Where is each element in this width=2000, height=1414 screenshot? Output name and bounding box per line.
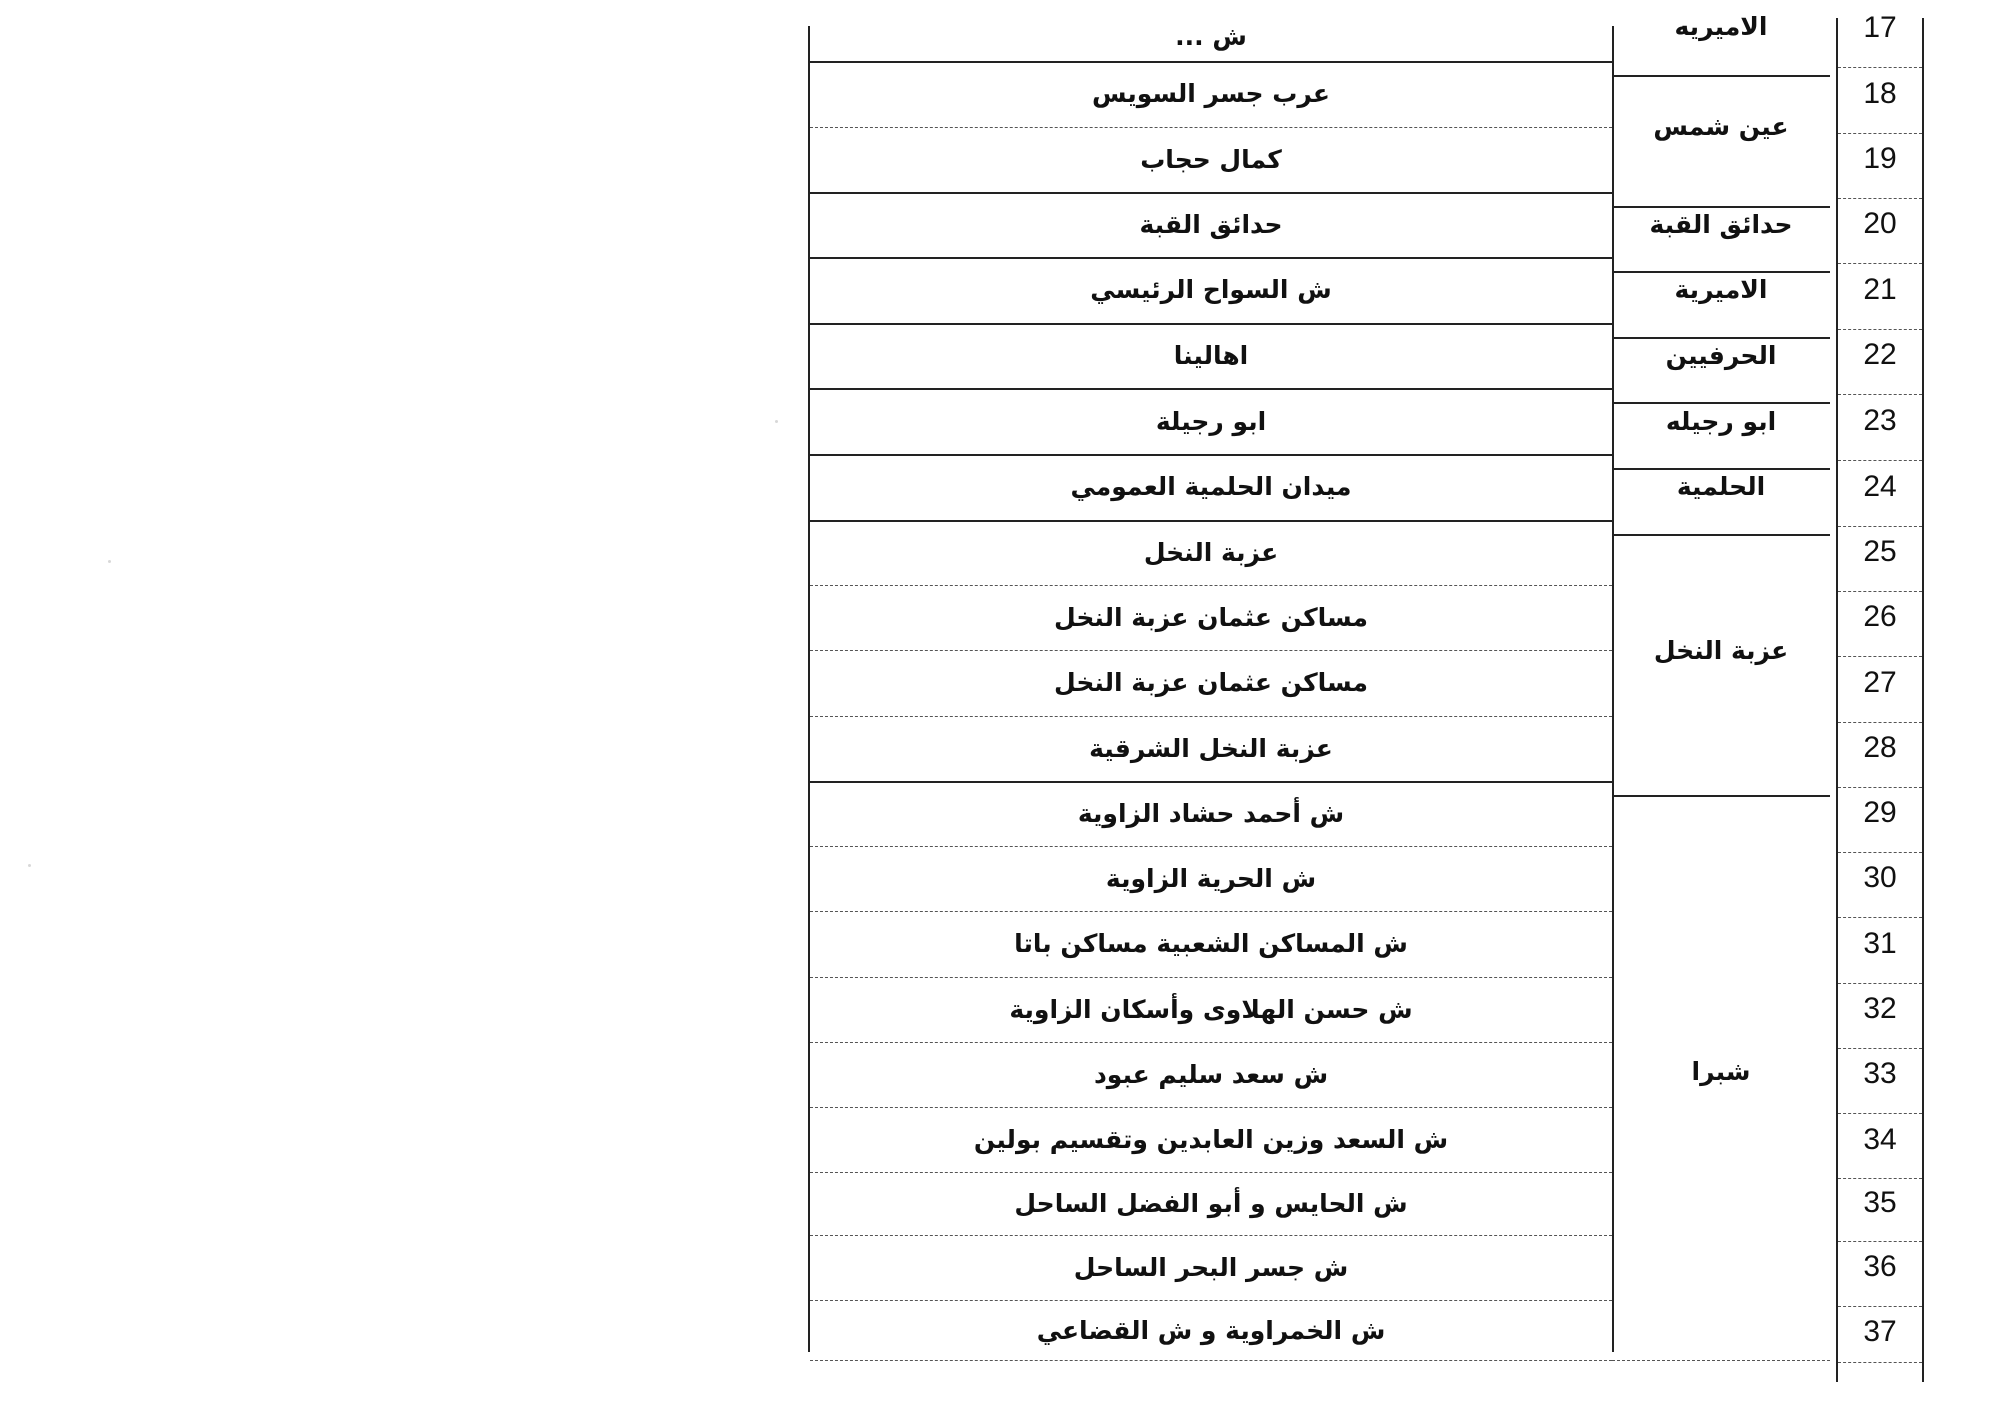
number-divider	[1838, 263, 1922, 264]
number-divider	[1838, 656, 1922, 657]
district-cell: عزبة النخل	[1653, 635, 1789, 665]
number-divider	[1838, 460, 1922, 461]
number-divider	[1838, 67, 1922, 68]
row-number: 28	[1863, 731, 1897, 764]
location-cell: عزبة النخل الشرقية	[1089, 733, 1333, 763]
row-number: 34	[1863, 1123, 1897, 1156]
location-cell: ش الحرية الزاوية	[1105, 863, 1317, 893]
location-cell: ش الحايس و أبو الفضل الساحل	[1014, 1188, 1408, 1218]
location-cell: ش أحمد حشاد الزاوية	[1077, 798, 1345, 828]
location-cell: ش السواح الرئيسي	[1090, 275, 1332, 305]
number-divider	[1838, 917, 1922, 918]
number-divider	[1838, 722, 1922, 723]
row-number: 21	[1863, 273, 1897, 306]
location-cell: كمال حجاب	[1140, 144, 1282, 174]
district-cell: الاميريه	[1674, 11, 1768, 41]
location-cell: حدائق القبة	[1139, 209, 1283, 239]
number-divider	[1838, 198, 1922, 199]
group-divider	[1612, 75, 1830, 77]
district-cell: عين شمس	[1653, 111, 1789, 141]
row-number: 30	[1863, 861, 1897, 894]
group-divider	[1612, 795, 1830, 797]
row-number: 20	[1863, 207, 1897, 240]
row-number: 18	[1863, 77, 1897, 110]
district-cell: ابو رجيله	[1665, 406, 1777, 436]
location-cell: عزبة النخل	[1143, 537, 1279, 567]
number-divider	[1838, 1241, 1922, 1242]
location-cell: مساكن عثمان عزبة النخل	[1054, 668, 1368, 698]
district-column	[1612, 11, 1830, 1354]
location-column	[808, 22, 1614, 1352]
number-divider	[1838, 394, 1922, 395]
number-divider	[1838, 133, 1922, 134]
location-cell: ش الخمراوية و ش القضاعي	[1036, 1316, 1386, 1346]
row-number: 25	[1863, 535, 1897, 568]
number-divider	[1838, 983, 1922, 984]
number-divider	[1838, 329, 1922, 330]
row-number: 27	[1863, 666, 1897, 699]
location-cell: اهالينا	[1173, 340, 1249, 370]
location-cell: مساكن عثمان عزبة النخل	[1054, 602, 1368, 632]
row-number: 23	[1863, 404, 1897, 437]
location-cell: ش ...	[1175, 22, 1247, 51]
row-number: 31	[1863, 927, 1897, 960]
row-number: 37	[1863, 1315, 1897, 1348]
row-number: 33	[1863, 1057, 1897, 1090]
row-number: 24	[1863, 470, 1897, 503]
row-number: 26	[1863, 600, 1897, 633]
location-cell: ميدان الحلمية العمومي	[1070, 472, 1352, 502]
number-divider	[1838, 1113, 1922, 1114]
number-divider	[1838, 1178, 1922, 1179]
district-cell: شبرا	[1691, 1056, 1751, 1086]
number-divider	[1838, 852, 1922, 853]
district-cell: الحلمية	[1676, 472, 1766, 502]
number-divider	[1838, 526, 1922, 527]
number-divider	[1838, 1306, 1922, 1307]
row-number: 29	[1863, 796, 1897, 829]
number-divider	[1838, 787, 1922, 788]
location-cell: ش سعد سليم عبود	[1093, 1059, 1329, 1089]
scan-speck	[775, 420, 778, 423]
district-cell: الحرفيين	[1665, 340, 1777, 370]
row-divider	[810, 1360, 1612, 1361]
district-cell: الاميرية	[1674, 275, 1768, 305]
location-cell: ش حسن الهلاوى وأسكان الزاوية	[1009, 994, 1413, 1024]
row-number: 19	[1863, 142, 1897, 175]
location-cell: عرب جسر السويس	[1092, 79, 1330, 109]
number-divider	[1838, 1362, 1922, 1363]
row-number: 32	[1863, 992, 1897, 1025]
row-number: 17	[1863, 11, 1897, 44]
number-divider	[1838, 591, 1922, 592]
number-column	[1836, 11, 1924, 1382]
number-divider	[1838, 1048, 1922, 1049]
group-divider	[1612, 534, 1830, 536]
location-cell: ش السعد وزين العابدين وتقسيم بولين	[973, 1124, 1449, 1154]
scan-speck	[108, 560, 111, 563]
group-divider	[1612, 1360, 1830, 1361]
row-number: 22	[1863, 338, 1897, 371]
scan-speck	[28, 864, 31, 867]
location-cell: ابو رجيلة	[1155, 406, 1267, 436]
row-number: 36	[1863, 1250, 1897, 1283]
district-cell: حدائق القبة	[1649, 209, 1793, 239]
location-cell: ش جسر البحر الساحل	[1073, 1252, 1349, 1282]
row-number: 35	[1863, 1186, 1897, 1219]
location-cell: ش المساكن الشعبية مساكن باتا	[1014, 929, 1408, 959]
